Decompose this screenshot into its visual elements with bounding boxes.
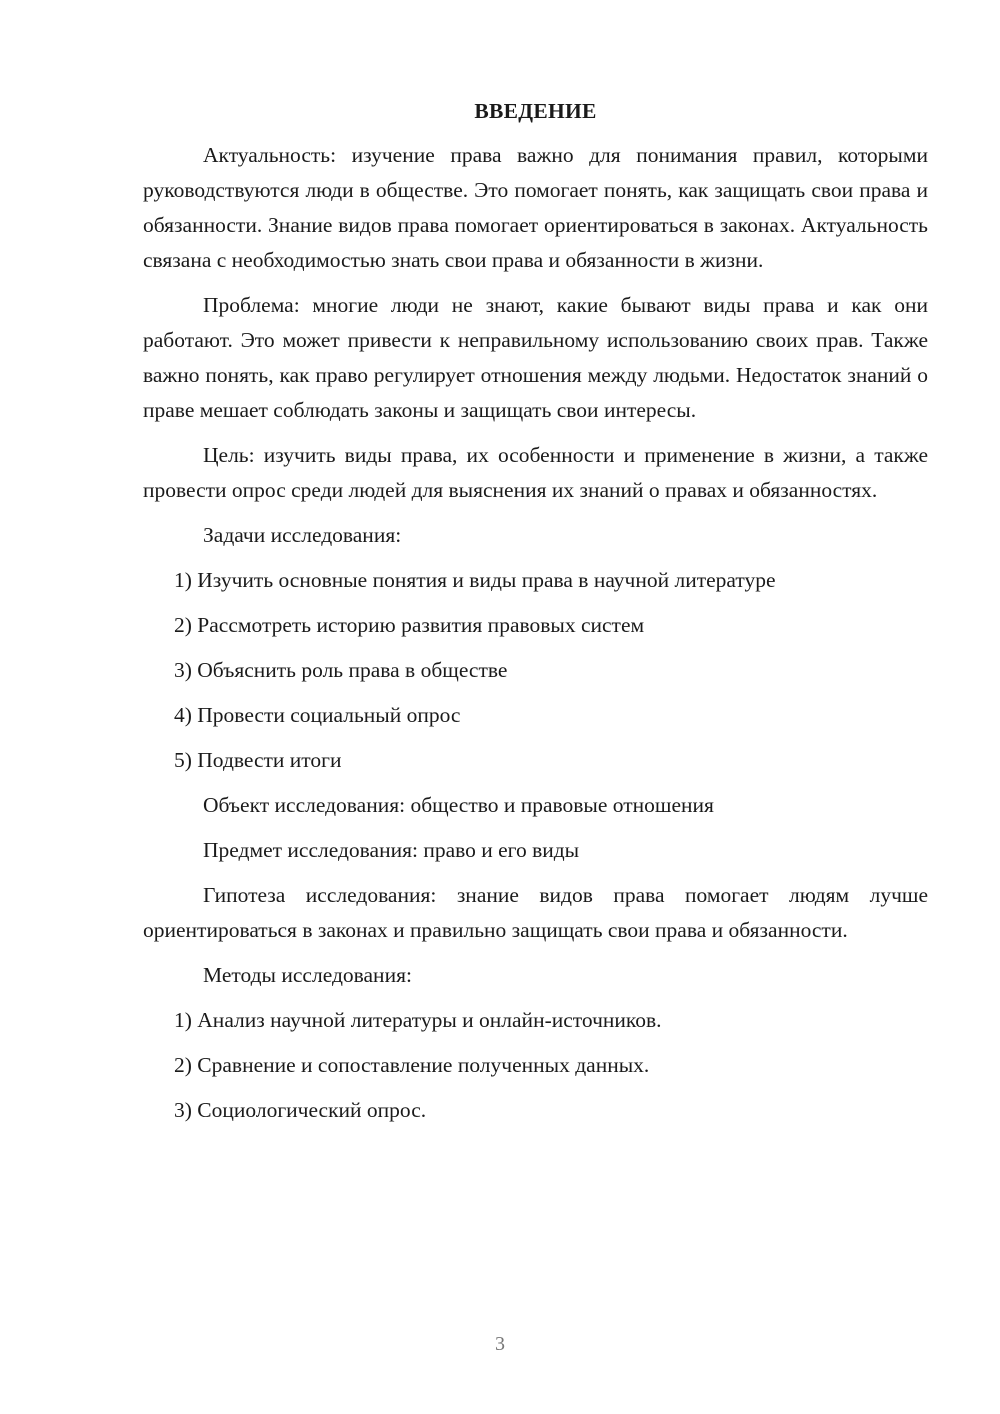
list-item: 3) Объяснить роль права в обществе [174, 658, 508, 682]
goal-paragraph: Цель: изучить виды права, их особенности и применение в жизни, а также провести опрос среди людей для выяснения их знаний о правах и обязанностях. [143, 443, 928, 502]
tasks-list [143, 563, 928, 778]
page-number: 3 [495, 1333, 505, 1355]
section-title: ВВЕДЕНИЕ [474, 99, 597, 123]
hypothesis-paragraph: Гипотеза исследования: знание видов права помогает людям лучше ориентироваться в законах и правильно защищать свои права и обязанности. [143, 883, 928, 942]
object-line: Объект исследования: общество и правовые отношения [203, 793, 714, 817]
list-item: 2) Рассмотреть историю развития правовых систем [174, 613, 645, 637]
list-item: 1) Изучить основные понятия и виды права в научной литературе [174, 568, 776, 592]
subject-line: Предмет исследования: право и его виды [203, 838, 580, 862]
document-page [143, 96, 928, 1138]
list-item: 4) Провести социальный опрос [174, 703, 461, 727]
list-item: 5) Подвести итоги [174, 748, 342, 772]
list-item: 3) Социологический опрос. [174, 1098, 427, 1122]
relevance-paragraph: Актуальность: изучение права важно для понимания правил, которыми руководствуются люди в обществе. Это помогает понять, как защищать свои права и обязанности. Знание видов права помогает ориентироваться в законах. Актуальность связана с необходимостью знать свои права и обязанности в жизни. [143, 143, 928, 272]
problem-paragraph: Проблема: многие люди не знают, какие бывают виды права и как они работают. Это может привести к неправильному использованию своих прав. Также важно понять, как право регулирует отношения между людьми. Недостаток знаний о праве мешает соблюдать законы и защищать свои интересы. [143, 293, 928, 422]
list-item: 2) Сравнение и сопоставление полученных данных. [174, 1053, 650, 1077]
tasks-heading: Задачи исследования: [203, 523, 402, 547]
list-item: 1) Анализ научной литературы и онлайн-источников. [174, 1008, 662, 1032]
methods-heading: Методы исследования: [203, 963, 412, 987]
methods-list [143, 1003, 928, 1128]
